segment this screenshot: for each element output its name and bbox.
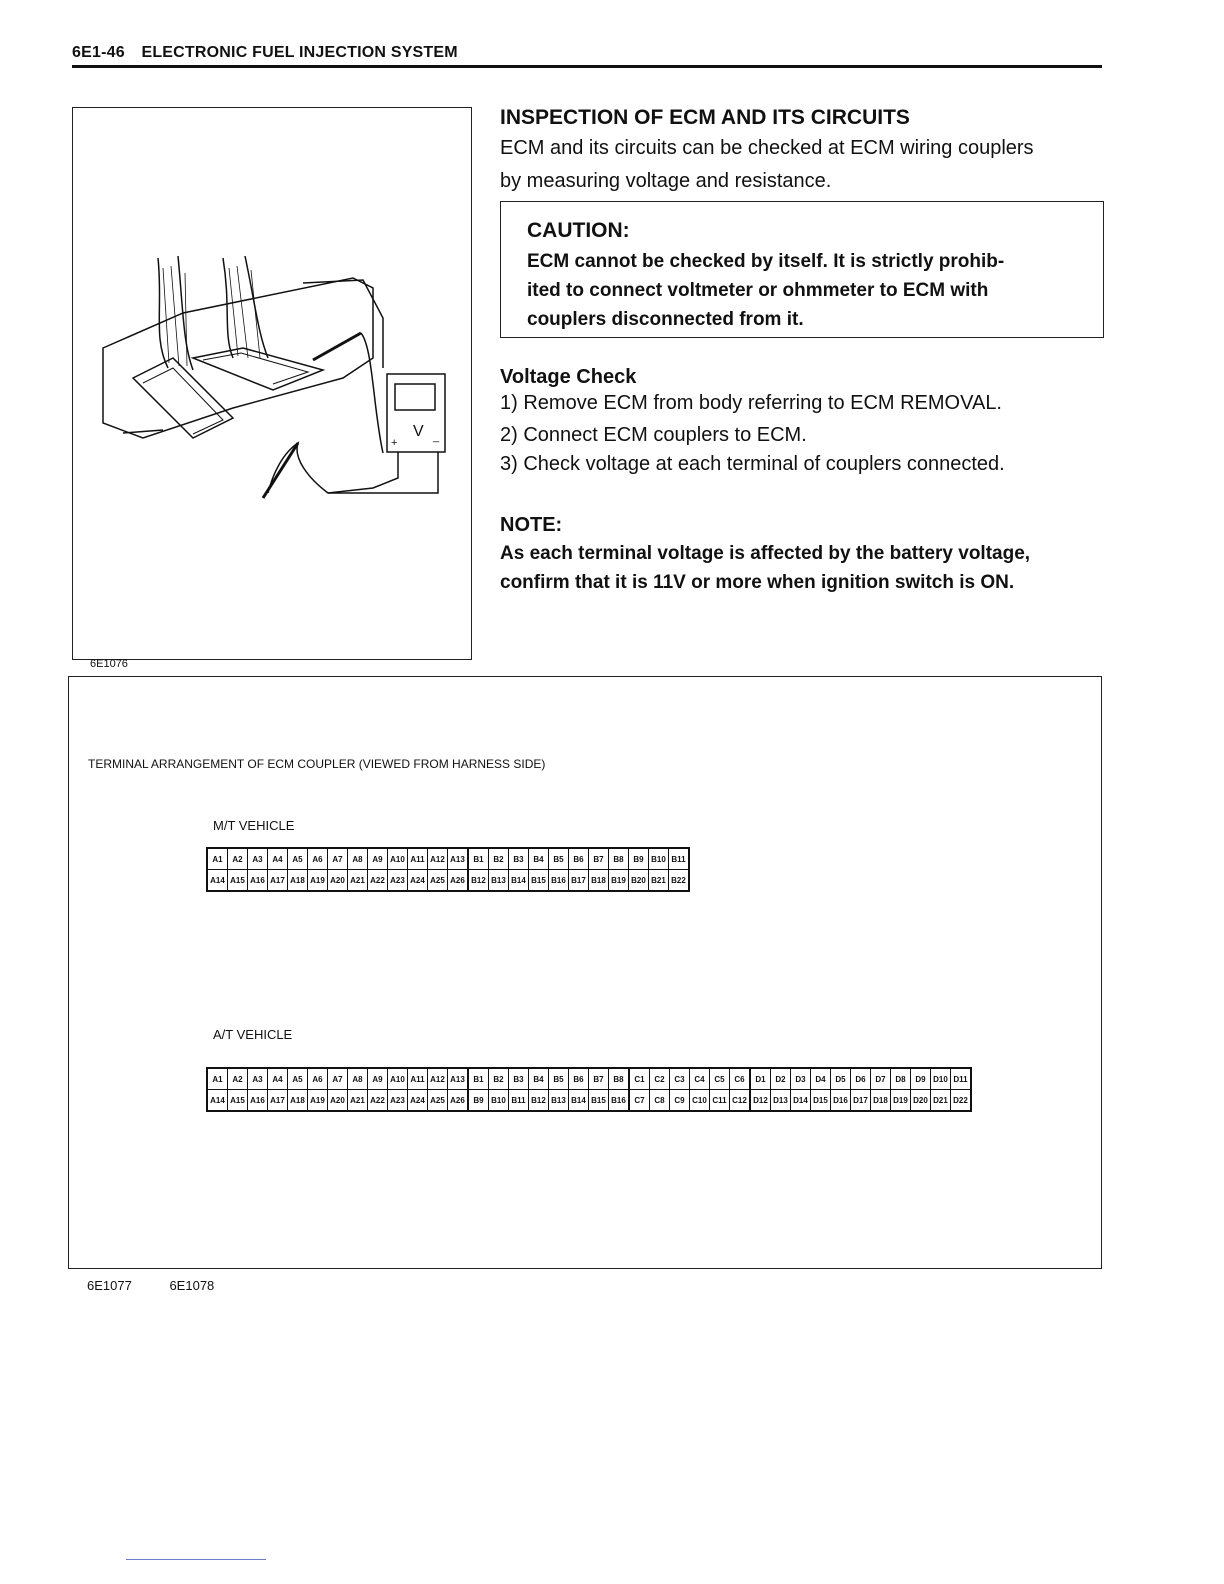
terminal-row-top (469, 1069, 628, 1089)
terminal-b22: B22 (671, 875, 686, 885)
terminal-d8: D8 (891, 1069, 911, 1089)
figure-codes (87, 1278, 248, 1293)
meter-minus: _ (433, 431, 440, 443)
terminal-b11: B11 (671, 854, 686, 864)
terminal-a9: A9 (368, 1069, 388, 1089)
terminal-a1: A1 (208, 1069, 228, 1089)
terminal-b6: B6 (569, 849, 589, 869)
terminal-a23: A23 (388, 870, 408, 890)
terminal-c3: C3 (670, 1069, 690, 1089)
terminal-b10: B10 (489, 1090, 509, 1110)
terminal-a26: A26 (450, 875, 465, 885)
figure-code-1: 6E1077 (87, 1278, 132, 1293)
note-line: As each terminal voltage is affected by the battery voltage, (500, 543, 1031, 564)
terminal-a2: A2 (228, 1069, 248, 1089)
terminal-d9: D9 (911, 1069, 931, 1089)
terminal-a25: A25 (428, 1090, 448, 1110)
terminal-a15: A15 (228, 870, 248, 890)
terminal-a24: A24 (408, 1090, 428, 1110)
terminal-b2: B2 (489, 1069, 509, 1089)
terminal-b8: B8 (609, 849, 629, 869)
terminal-a22: A22 (368, 1090, 388, 1110)
terminal-a10: A10 (388, 1069, 408, 1089)
terminal-a9: A9 (368, 849, 388, 869)
terminal-a3: A3 (248, 849, 268, 869)
terminal-b11: B11 (509, 1090, 529, 1110)
terminal-a5: A5 (288, 1069, 308, 1089)
terminal-a17: A17 (268, 870, 288, 890)
illustration-svg (73, 108, 471, 659)
terminal-a11: A11 (408, 1069, 428, 1089)
terminal-title: TERMINAL ARRANGEMENT OF ECM COUPLER (VIEWED FROM HARNESS SIDE) (88, 757, 546, 771)
intro-line: ECM and its circuits can be checked at ECM wiring couplers (500, 137, 1034, 159)
terminal-a22: A22 (368, 870, 388, 890)
terminal-d7: D7 (871, 1069, 891, 1089)
terminal-d2: D2 (771, 1069, 791, 1089)
terminal-a4: A4 (268, 1069, 288, 1089)
terminal-a12: A12 (428, 849, 448, 869)
terminal-a20: A20 (328, 870, 348, 890)
terminal-d20: D20 (911, 1090, 931, 1110)
terminal-a11: A11 (408, 849, 428, 869)
terminal-d16: D16 (831, 1090, 851, 1110)
terminal-b17: B17 (569, 870, 589, 890)
terminal-a2: A2 (228, 849, 248, 869)
terminal-c12: C12 (732, 1095, 747, 1105)
terminal-d13: D13 (771, 1090, 791, 1110)
terminal-c10: C10 (690, 1090, 710, 1110)
terminal-b14: B14 (569, 1090, 589, 1110)
terminal-a4: A4 (268, 849, 288, 869)
caution-line: ECM cannot be checked by itself. It is strictly prohib- (527, 251, 1005, 272)
terminal-a18: A18 (288, 870, 308, 890)
terminal-b13: B13 (549, 1090, 569, 1110)
terminal-a6: A6 (308, 1069, 328, 1089)
terminal-b6: B6 (569, 1069, 589, 1089)
terminal-a5: A5 (288, 849, 308, 869)
terminal-row-bottom (469, 869, 688, 890)
voltage-check-title: Voltage Check (500, 366, 637, 388)
terminal-b7: B7 (589, 1069, 609, 1089)
ecm-voltmeter-illustration (72, 107, 472, 660)
terminal-row-bottom (751, 1089, 970, 1110)
caution-title: CAUTION: (527, 219, 630, 242)
terminal-b8: B8 (613, 1074, 624, 1084)
terminal-b12: B12 (469, 870, 489, 890)
terminal-a24: A24 (408, 870, 428, 890)
terminal-d1: D1 (751, 1069, 771, 1089)
terminal-row-bottom (208, 1089, 467, 1110)
terminal-a14: A14 (208, 1090, 228, 1110)
terminal-b5: B5 (549, 849, 569, 869)
terminal-a23: A23 (388, 1090, 408, 1110)
terminal-d3: D3 (791, 1069, 811, 1089)
footer-line (126, 1559, 266, 1560)
section-intro (500, 132, 1110, 198)
terminal-a25: A25 (428, 870, 448, 890)
terminal-b15: B15 (589, 1090, 609, 1110)
caution-line: couplers disconnected from it. (527, 309, 804, 330)
terminal-b9: B9 (629, 849, 649, 869)
terminal-b1: B1 (469, 1069, 489, 1089)
step-2: 2) Connect ECM couplers to ECM. (500, 424, 807, 446)
terminal-a8: A8 (348, 1069, 368, 1089)
terminal-row-bottom (630, 1089, 749, 1110)
at-coupler-diagram (206, 1067, 972, 1112)
terminal-d22: D22 (953, 1095, 968, 1105)
page-header (72, 44, 458, 62)
chapter-title: ELECTRONIC FUEL INJECTION SYSTEM (141, 44, 458, 61)
terminal-d12: D12 (751, 1090, 771, 1110)
mt-coupler-diagram (206, 847, 690, 892)
step-3: 3) Check voltage at each terminal of couplers connected. (500, 453, 1005, 475)
terminal-b14: B14 (509, 870, 529, 890)
terminal-c5: C5 (710, 1069, 730, 1089)
terminal-c8: C8 (650, 1090, 670, 1110)
terminal-d14: D14 (791, 1090, 811, 1110)
terminal-group (469, 1069, 630, 1110)
terminal-b21: B21 (649, 870, 669, 890)
caution-line: ited to connect voltmeter or ohmmeter to ECM with (527, 280, 989, 301)
terminal-row-bottom (208, 869, 467, 890)
terminal-a3: A3 (248, 1069, 268, 1089)
note-title: NOTE: (500, 514, 563, 536)
terminal-a13: A13 (450, 1074, 465, 1084)
terminal-d4: D4 (811, 1069, 831, 1089)
terminal-b1: B1 (469, 849, 489, 869)
terminal-a20: A20 (328, 1090, 348, 1110)
intro-line: by measuring voltage and resistance. (500, 170, 832, 192)
terminal-a16: A16 (248, 1090, 268, 1110)
terminal-d5: D5 (831, 1069, 851, 1089)
terminal-a19: A19 (308, 870, 328, 890)
terminal-c7: C7 (630, 1090, 650, 1110)
terminal-a17: A17 (268, 1090, 288, 1110)
terminal-a26: A26 (450, 1095, 465, 1105)
terminal-a21: A21 (348, 870, 368, 890)
terminal-a16: A16 (248, 870, 268, 890)
terminal-group (208, 1069, 469, 1110)
terminal-a7: A7 (328, 849, 348, 869)
at-coupler (206, 1067, 972, 1112)
terminal-d18: D18 (871, 1090, 891, 1110)
figure-code: 6E1076 (90, 658, 128, 670)
terminal-b10: B10 (649, 849, 669, 869)
note-body (500, 539, 1110, 597)
meter-v-label: V (413, 423, 424, 440)
terminal-a6: A6 (308, 849, 328, 869)
terminal-d17: D17 (851, 1090, 871, 1110)
terminal-d11: D11 (953, 1074, 968, 1084)
note-line: confirm that it is 11V or more when ignition switch is ON. (500, 572, 1015, 593)
terminal-c2: C2 (650, 1069, 670, 1089)
terminal-b5: B5 (549, 1069, 569, 1089)
step-1: 1) Remove ECM from body referring to ECM REMOVAL. (500, 392, 1002, 414)
terminal-d21: D21 (931, 1090, 951, 1110)
terminal-b16: B16 (611, 1095, 626, 1105)
terminal-b15: B15 (529, 870, 549, 890)
terminal-group (751, 1069, 970, 1110)
terminal-a15: A15 (228, 1090, 248, 1110)
figure-code-2: 6E1078 (169, 1278, 215, 1293)
terminal-b16: B16 (549, 870, 569, 890)
terminal-c6: C6 (734, 1074, 745, 1084)
terminal-c11: C11 (710, 1090, 730, 1110)
page-code: 6E1-46 (72, 44, 125, 61)
terminal-b20: B20 (629, 870, 649, 890)
at-vehicle-label: A/T VEHICLE (213, 1027, 293, 1042)
terminal-a12: A12 (428, 1069, 448, 1089)
terminal-a14: A14 (208, 870, 228, 890)
terminal-a7: A7 (328, 1069, 348, 1089)
caution-body (527, 247, 1097, 334)
terminal-a1: A1 (208, 849, 228, 869)
terminal-a19: A19 (308, 1090, 328, 1110)
mt-coupler (206, 847, 690, 892)
terminal-c1: C1 (630, 1069, 650, 1089)
terminal-group (630, 1069, 751, 1110)
terminal-d15: D15 (811, 1090, 831, 1110)
terminal-c9: C9 (670, 1090, 690, 1110)
terminal-a13: A13 (450, 854, 465, 864)
terminal-b3: B3 (509, 1069, 529, 1089)
meter-plus: + (391, 437, 398, 449)
caution-box (500, 201, 1104, 338)
terminal-b9: B9 (469, 1090, 489, 1110)
section-title: INSPECTION OF ECM AND ITS CIRCUITS (500, 106, 910, 129)
terminal-b19: B19 (609, 870, 629, 890)
terminal-a18: A18 (288, 1090, 308, 1110)
terminal-d6: D6 (851, 1069, 871, 1089)
terminal-a8: A8 (348, 849, 368, 869)
mt-vehicle-label: M/T VEHICLE (213, 818, 295, 833)
terminal-d10: D10 (931, 1069, 951, 1089)
terminal-a21: A21 (348, 1090, 368, 1110)
terminal-group (208, 849, 469, 890)
terminal-row-top (208, 849, 467, 869)
terminal-row-top (630, 1069, 749, 1089)
terminal-c4: C4 (690, 1069, 710, 1089)
terminal-b3: B3 (509, 849, 529, 869)
terminal-b4: B4 (529, 1069, 549, 1089)
terminal-b13: B13 (489, 870, 509, 890)
terminal-row-top (751, 1069, 970, 1089)
terminal-row-top (469, 849, 688, 869)
terminal-row-top (208, 1069, 467, 1089)
terminal-group (469, 849, 688, 890)
header-rule (72, 65, 1102, 68)
terminal-row-bottom (469, 1089, 628, 1110)
terminal-b12: B12 (529, 1090, 549, 1110)
terminal-b4: B4 (529, 849, 549, 869)
terminal-d19: D19 (891, 1090, 911, 1110)
terminal-b18: B18 (589, 870, 609, 890)
terminal-a10: A10 (388, 849, 408, 869)
terminal-b7: B7 (589, 849, 609, 869)
terminal-b2: B2 (489, 849, 509, 869)
